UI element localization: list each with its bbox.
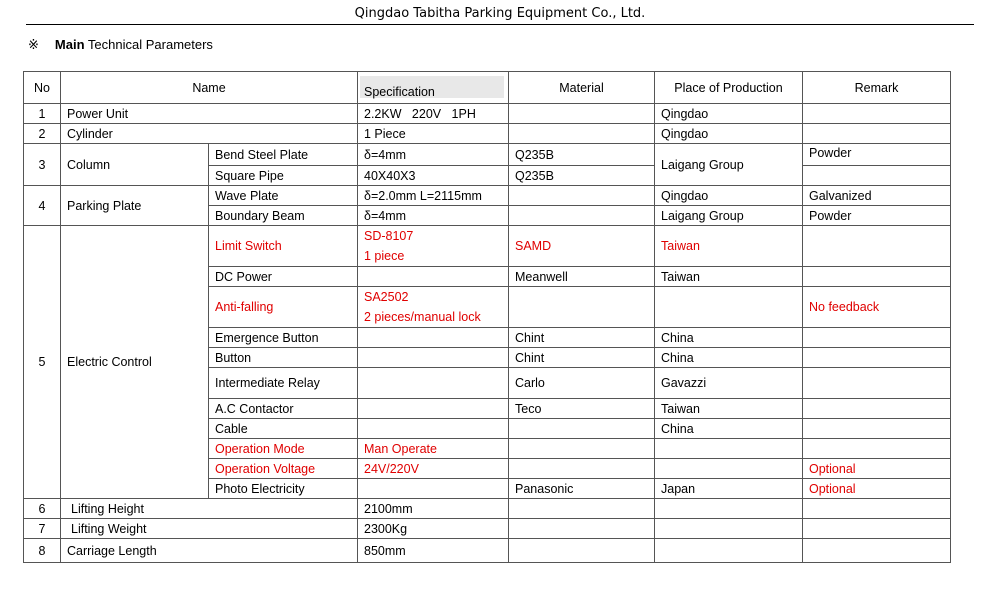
row-place: Qingdao xyxy=(655,124,803,144)
row-no: 2 xyxy=(24,124,61,144)
row-material xyxy=(509,439,655,459)
row-place: Taiwan xyxy=(655,399,803,419)
row-no: 5 xyxy=(24,226,61,499)
reference-mark-icon: ※ xyxy=(28,38,39,53)
row-material: Q235B xyxy=(509,166,655,186)
table-row xyxy=(24,124,951,144)
row-spec xyxy=(358,399,509,419)
row-spec: 24V/220V xyxy=(358,459,509,479)
row-material xyxy=(509,419,655,439)
row-place xyxy=(655,439,803,459)
row-subitem: A.C Contactor xyxy=(209,399,358,419)
table-row xyxy=(24,104,951,124)
row-spec: SA2502 2 pieces/manual lock xyxy=(358,287,509,328)
row-spec xyxy=(358,368,509,399)
row-material xyxy=(509,287,655,328)
row-subitem: Boundary Beam xyxy=(209,206,358,226)
row-material: Meanwell xyxy=(509,267,655,287)
row-remark xyxy=(803,226,951,267)
row-spec xyxy=(358,419,509,439)
row-place: Taiwan xyxy=(655,226,803,267)
row-subitem: Photo Electricity xyxy=(209,479,358,499)
row-place: Laigang Group xyxy=(655,206,803,226)
row-remark xyxy=(803,348,951,368)
row-name: Lifting Weight xyxy=(61,519,358,539)
row-spec: 2300Kg xyxy=(358,519,509,539)
row-material xyxy=(509,539,655,563)
row-subitem: Anti-falling xyxy=(209,287,358,328)
row-no: 3 xyxy=(24,144,61,186)
row-name: Parking Plate xyxy=(61,186,209,226)
row-remark: Optional xyxy=(803,479,951,499)
row-spec xyxy=(358,267,509,287)
row-no: 7 xyxy=(24,519,61,539)
row-material: Panasonic xyxy=(509,479,655,499)
row-place: China xyxy=(655,348,803,368)
row-subitem: Intermediate Relay xyxy=(209,368,358,399)
row-material xyxy=(509,499,655,519)
row-material: Carlo xyxy=(509,368,655,399)
row-remark: Optional xyxy=(803,459,951,479)
row-remark xyxy=(803,267,951,287)
row-remark: Powder xyxy=(803,144,951,166)
row-spec: SD-8107 1 piece xyxy=(358,226,509,267)
row-subitem: Button xyxy=(209,348,358,368)
table-row xyxy=(24,144,951,166)
row-remark xyxy=(803,124,951,144)
row-place: Laigang Group xyxy=(655,144,803,186)
row-remark: Galvanized xyxy=(803,186,951,206)
row-remark xyxy=(803,539,951,563)
row-spec: 1 Piece xyxy=(358,124,509,144)
header-no: No xyxy=(24,72,61,104)
row-place: Qingdao xyxy=(655,186,803,206)
row-spec: δ=2.0mm L=2115mm xyxy=(358,186,509,206)
row-subitem: DC Power xyxy=(209,267,358,287)
table-header-row xyxy=(24,72,951,104)
row-name: Cylinder xyxy=(61,124,358,144)
row-material xyxy=(509,124,655,144)
section-title-rest: Technical Parameters xyxy=(87,37,213,52)
table-row xyxy=(24,186,951,206)
row-remark xyxy=(803,104,951,124)
row-place: Taiwan xyxy=(655,267,803,287)
row-spec: 850mm xyxy=(358,539,509,563)
row-remark xyxy=(803,399,951,419)
row-subitem: Limit Switch xyxy=(209,226,358,267)
row-subitem: Operation Mode xyxy=(209,439,358,459)
row-material xyxy=(509,104,655,124)
row-material xyxy=(509,459,655,479)
row-subitem: Square Pipe xyxy=(209,166,358,186)
row-place xyxy=(655,459,803,479)
row-spec: 40X40X3 xyxy=(358,166,509,186)
header-place: Place of Production xyxy=(655,72,803,104)
row-remark: Powder xyxy=(803,206,951,226)
row-material xyxy=(509,206,655,226)
row-remark xyxy=(803,368,951,399)
section-title xyxy=(28,37,213,53)
row-material xyxy=(509,186,655,206)
row-spec xyxy=(358,348,509,368)
header-name: Name xyxy=(61,72,358,104)
row-subitem: Operation Voltage xyxy=(209,459,358,479)
company-name: Qingdao Tabitha Parking Equipment Co., Ltd. xyxy=(354,6,646,21)
row-spec: δ=4mm xyxy=(358,206,509,226)
header-remark: Remark xyxy=(803,72,951,104)
row-place: Qingdao xyxy=(655,104,803,124)
row-spec: 2100mm xyxy=(358,499,509,519)
row-material: SAMD xyxy=(509,226,655,267)
row-material: Q235B xyxy=(509,144,655,166)
table-row xyxy=(24,539,951,563)
table-row xyxy=(24,519,951,539)
row-remark xyxy=(803,519,951,539)
row-name: Power Unit xyxy=(61,104,358,124)
row-name: Lifting Height xyxy=(61,499,358,519)
table-row xyxy=(24,226,951,267)
row-place: China xyxy=(655,328,803,348)
row-subitem: Bend Steel Plate xyxy=(209,144,358,166)
row-material: Teco xyxy=(509,399,655,419)
row-place: Japan xyxy=(655,479,803,499)
row-material: Chint xyxy=(509,348,655,368)
row-material xyxy=(509,519,655,539)
row-place: China xyxy=(655,419,803,439)
row-material: Chint xyxy=(509,328,655,348)
row-no: 4 xyxy=(24,186,61,226)
section-title-bold: Main xyxy=(54,37,85,52)
row-spec: Man Operate xyxy=(358,439,509,459)
row-place xyxy=(655,539,803,563)
row-spec: δ=4mm xyxy=(358,144,509,166)
row-no: 1 xyxy=(24,104,61,124)
header-material: Material xyxy=(509,72,655,104)
row-place xyxy=(655,287,803,328)
row-no: 8 xyxy=(24,539,61,563)
row-subitem: Wave Plate xyxy=(209,186,358,206)
row-remark xyxy=(803,328,951,348)
row-remark xyxy=(803,419,951,439)
row-subitem: Emergence Button xyxy=(209,328,358,348)
table-row xyxy=(24,499,951,519)
row-subitem: Cable xyxy=(209,419,358,439)
row-name: Column xyxy=(61,144,209,186)
header-rule xyxy=(26,24,974,25)
header-specification: Specification xyxy=(358,72,509,104)
parameters-table xyxy=(23,71,951,563)
row-remark: No feedback xyxy=(803,287,951,328)
row-remark xyxy=(803,166,951,186)
row-remark xyxy=(803,439,951,459)
row-name: Carriage Length xyxy=(61,539,358,563)
row-remark xyxy=(803,499,951,519)
row-place: Gavazzi xyxy=(655,368,803,399)
row-spec xyxy=(358,328,509,348)
row-place xyxy=(655,499,803,519)
row-spec: 2.2KW 220V 1PH xyxy=(358,104,509,124)
row-name: Electric Control xyxy=(61,226,209,499)
row-place xyxy=(655,519,803,539)
row-spec xyxy=(358,479,509,499)
row-no: 6 xyxy=(24,499,61,519)
